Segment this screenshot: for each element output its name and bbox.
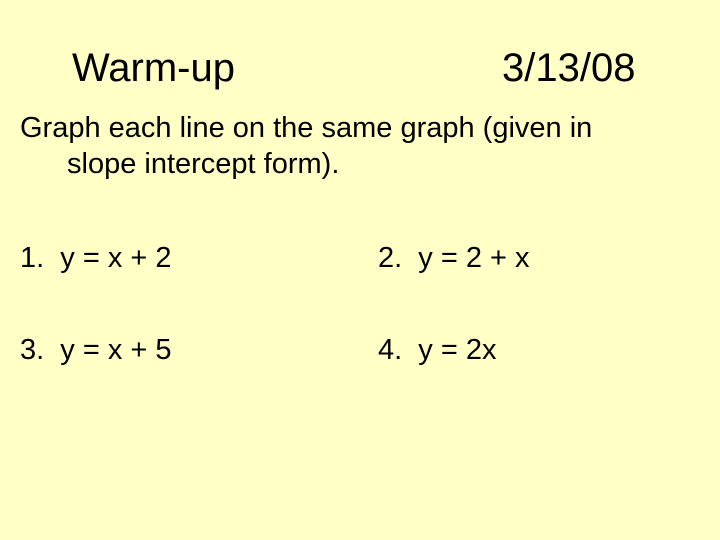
problem-equation: y = 2 + x [402, 242, 530, 274]
problem-number: 4. [378, 334, 403, 366]
problem-number: 2. [378, 242, 403, 274]
slide-date: 3/13/08 [502, 46, 636, 90]
problem-4 [378, 332, 496, 368]
instructions-line-1: Graph each line on the same graph (given in [20, 112, 593, 144]
instructions [20, 110, 700, 182]
problem-number: 3. [20, 334, 45, 366]
problem-number: 1. [20, 242, 45, 274]
problem-1 [20, 240, 172, 276]
instructions-line-2: slope intercept form). [67, 148, 340, 180]
problem-equation: y = x + 2 [44, 242, 172, 274]
problem-equation: y = 2x [402, 334, 497, 366]
problem-2 [378, 240, 530, 276]
slide-title: Warm-up [72, 46, 235, 90]
problem-equation: y = x + 5 [44, 334, 172, 366]
problem-3 [20, 332, 172, 368]
